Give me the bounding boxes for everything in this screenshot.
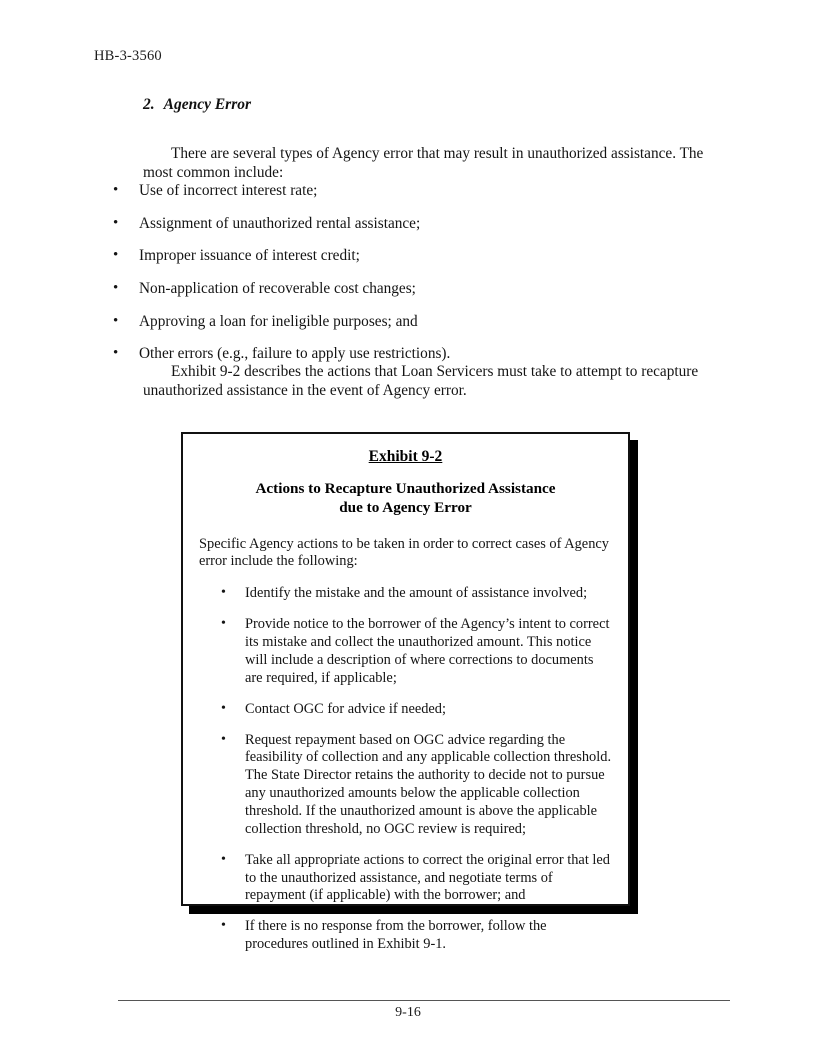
list-item: • If there is no response from the borrower, follow the procedures outlined in Exhibit 9-1. — [221, 918, 612, 954]
list-item: • Improper issuance of interest credit; — [112, 247, 732, 266]
footer-page-number: 9-16 — [395, 1005, 421, 1020]
list-item: • Take all appropriate actions to correct the original error that led to the unauthorized assistance, and negotiate terms of repayment (if applicable) with the borrower; and — [221, 852, 612, 906]
exhibit-number: Exhibit 9-2 — [368, 448, 443, 465]
section-number: 2. — [143, 96, 155, 113]
section-title: Agency Error — [163, 96, 252, 113]
agency-error-bullet-list — [112, 182, 732, 378]
list-item: • Approving a loan for ineligible purposes; and — [112, 313, 732, 332]
list-item: • Contact OGC for advice if needed; — [221, 701, 612, 719]
list-item: • Other errors (e.g., failure to apply use restrictions). — [112, 345, 732, 364]
exhibit-box — [181, 432, 630, 953]
section-intro-paragraph: There are several types of Agency error that may result in unauthorized assistance. The most common include: — [143, 145, 704, 181]
exhibit-title-line-2: due to Agency Error — [339, 499, 472, 517]
section-heading — [143, 96, 251, 114]
list-item: • Use of incorrect interest rate; — [112, 182, 732, 201]
list-item: • Non-application of recoverable cost changes; — [112, 280, 732, 299]
list-item: • Assignment of unauthorized rental assistance; — [112, 215, 732, 234]
exhibit-title-line-1: Actions to Recapture Unauthorized Assistance — [255, 480, 556, 497]
exhibit-action-list — [199, 585, 612, 954]
exhibit-9-2-container — [181, 432, 638, 953]
exhibit-reference-paragraph: Exhibit 9-2 describes the actions that Loan Servicers must take to attempt to recapture unauthorized assistance in the event of Agency error. — [143, 363, 699, 399]
list-item: • Provide notice to the borrower of the Agency’s intent to correct its mistake and collect the unauthorized amount. This notice will include a description of where corrections to documents are required, if applicable; — [221, 616, 612, 687]
list-item: • Identify the mistake and the amount of assistance involved; — [221, 585, 612, 603]
exhibit-intro-text: Specific Agency actions to be taken in order to correct cases of Agency error include the following: — [199, 535, 609, 570]
footer-divider — [118, 1000, 730, 1001]
exhibit-title — [199, 479, 612, 518]
list-item: • Request repayment based on OGC advice regarding the feasibility of collection and any applicable collection threshold. The State Director retains the authority to decide not to pursue any unauthorized amounts below the applicable collection threshold. If the unauthorized amount is above the applicable collection threshold, no OGC review is required; — [221, 732, 612, 839]
running-header: HB-3-3560 — [94, 48, 162, 64]
